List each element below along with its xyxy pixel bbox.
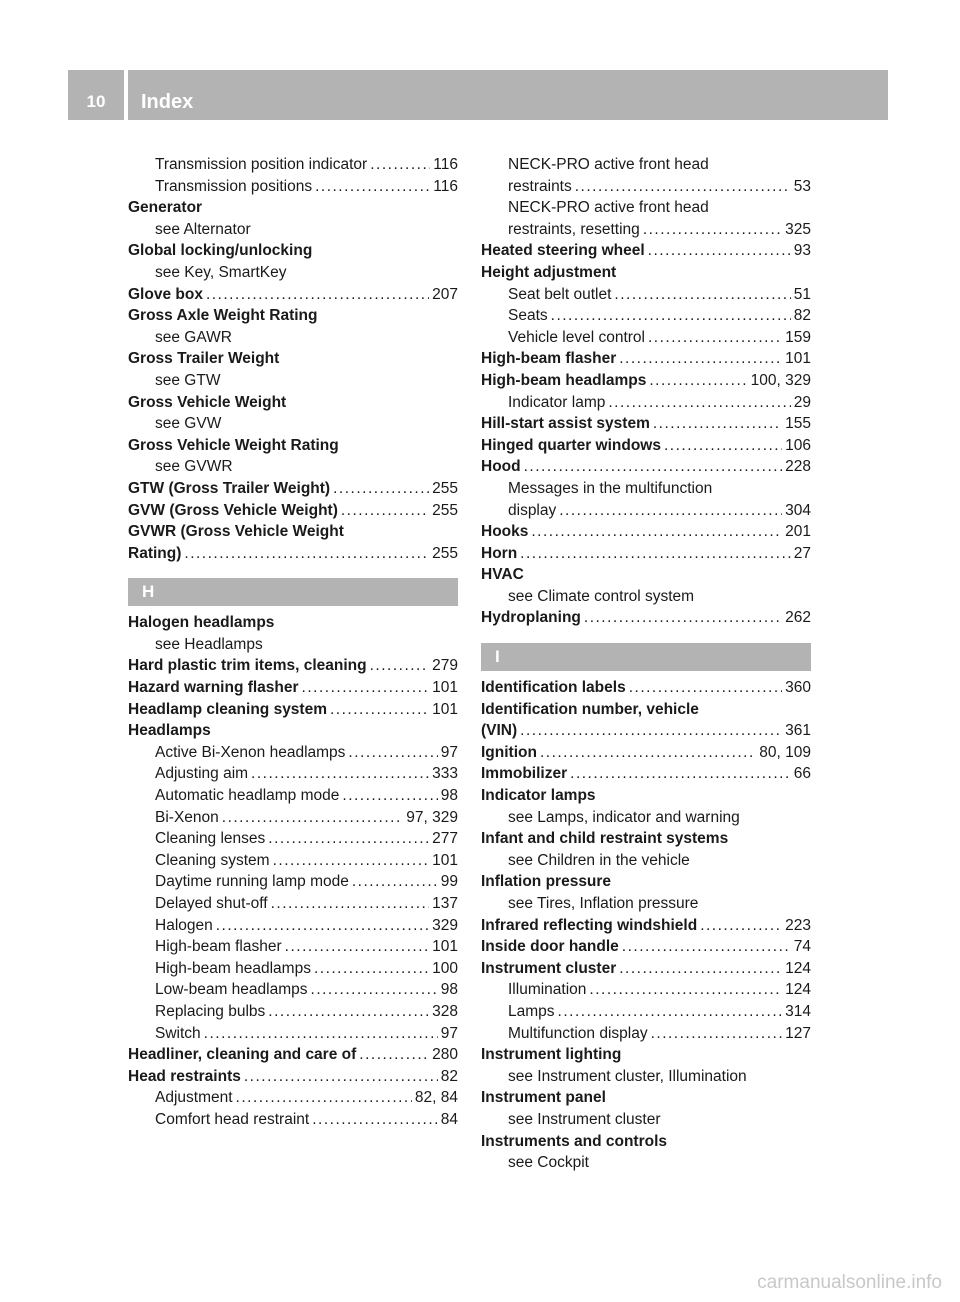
entry-text: Infant and child restraint systems [481, 830, 729, 848]
index-entry [481, 742, 811, 764]
dot-leader [575, 176, 791, 198]
entry-text: Cleaning system [155, 851, 270, 869]
page-reference: 361 [785, 722, 811, 740]
index-entry [481, 435, 811, 457]
index-subentry [481, 284, 811, 306]
index-entry [128, 521, 458, 543]
page-reference: 116 [433, 177, 458, 195]
entry-text: Indicator lamps [481, 787, 596, 805]
entry-text: Headliner, cleaning and care of [128, 1046, 357, 1064]
page-reference: 124 [785, 959, 811, 977]
index-subentry [128, 936, 458, 958]
dot-leader [648, 327, 782, 349]
index-entry [481, 677, 811, 699]
entry-text: Cleaning lenses [155, 830, 266, 848]
page-reference: 137 [432, 895, 458, 912]
entry-text: Halogen [155, 916, 213, 934]
page-reference: 101 [432, 679, 458, 697]
entry-text: see Instrument cluster, Illumination [508, 1067, 747, 1085]
index-entry [481, 828, 811, 850]
dot-leader [273, 850, 430, 872]
page-reference: 74 [793, 938, 811, 956]
entry-text: Seat belt outlet [508, 285, 612, 303]
page-reference: 207 [432, 285, 458, 303]
index-subentry [481, 478, 811, 500]
dot-leader [370, 154, 430, 176]
index-subentry [128, 176, 458, 198]
entry-text: High-beam flasher [155, 938, 282, 956]
dot-leader [619, 348, 782, 370]
index-entry [481, 936, 811, 958]
index-subentry [128, 154, 458, 176]
entry-text: GVWR (Gross Vehicle Weight [128, 523, 344, 541]
entry-text: Daytime running lamp mode [155, 873, 349, 891]
index-entry [481, 915, 811, 937]
index-subentry [128, 456, 458, 478]
index-entry [128, 392, 458, 414]
entry-text: Headlamps [128, 722, 211, 740]
index-subentry [481, 979, 811, 1001]
page-reference: 53 [793, 177, 811, 195]
entry-text: see GTW [155, 371, 221, 389]
entry-text: display [508, 501, 557, 519]
page-title: Index [141, 91, 194, 113]
page-reference: 97 [440, 1024, 458, 1042]
dot-leader [649, 370, 747, 392]
entry-text: see Climate control system [508, 587, 695, 605]
entry-text: Head restraints [128, 1067, 241, 1085]
entry-text: Switch [155, 1024, 201, 1042]
index-column-right [481, 154, 811, 1174]
index-subentry [481, 1152, 811, 1174]
index-entry [481, 763, 811, 785]
dot-leader [236, 1087, 412, 1109]
page-reference: 98 [440, 787, 458, 805]
entry-text: Height adjustment [481, 263, 617, 281]
page-reference: 98 [440, 981, 458, 999]
index-subentry [128, 219, 458, 241]
index-subentry [481, 176, 811, 198]
dot-leader [653, 413, 782, 435]
index-entry [481, 607, 811, 629]
page-reference: 314 [785, 1002, 811, 1020]
entry-text: HVAC [481, 566, 524, 584]
page-reference: 255 [432, 501, 458, 519]
index-subentry [481, 850, 811, 872]
dot-leader [312, 1109, 438, 1131]
index-entry [481, 521, 811, 543]
index-subentry [128, 807, 458, 829]
dot-leader [651, 1023, 783, 1045]
page-reference: 127 [785, 1024, 811, 1042]
index-entry [128, 1066, 458, 1088]
page-reference: 80, 109 [759, 743, 811, 761]
entry-text: Messages in the multifunction [508, 479, 713, 497]
dot-leader [614, 284, 790, 306]
index-entry [481, 1087, 811, 1109]
entry-text: Ignition [481, 743, 537, 761]
entry-text: Comfort head restraint [155, 1110, 310, 1128]
entry-text: High-beam headlamps [155, 959, 311, 977]
dot-leader [271, 893, 430, 915]
page-reference: 51 [793, 285, 811, 303]
page-reference: 97, 329 [406, 808, 458, 826]
entry-text: restraints, resetting [508, 220, 640, 238]
header-divider [124, 70, 128, 120]
dot-leader [629, 677, 782, 699]
entry-text: see Cockpit [508, 1154, 589, 1172]
dot-leader [520, 543, 791, 565]
page-reference: 280 [432, 1046, 458, 1064]
page-number: 10 [86, 92, 106, 111]
index-column-left [128, 154, 458, 1131]
dot-leader [622, 936, 791, 958]
entry-text: Automatic headlamp mode [155, 787, 340, 805]
dot-leader [341, 500, 429, 522]
dot-leader [268, 1001, 429, 1023]
section-letter-heading: H [128, 578, 458, 606]
page-reference: 228 [785, 458, 811, 476]
index-subentry [481, 500, 811, 522]
entry-text: Gross Trailer Weight [128, 350, 280, 368]
index-entry [128, 500, 458, 522]
entry-text: Instrument cluster [481, 959, 617, 977]
dot-leader [520, 720, 782, 742]
dot-leader [558, 1001, 783, 1023]
entry-text: see Key, SmartKey [155, 263, 287, 281]
entry-text: High-beam flasher [481, 350, 617, 368]
index-subentry [128, 413, 458, 435]
page-reference: 223 [785, 916, 811, 934]
index-entry [128, 478, 458, 500]
dot-leader [619, 958, 782, 980]
index-subentry [128, 1109, 458, 1131]
index-entry [128, 1044, 458, 1066]
index-subentry [481, 586, 811, 608]
entry-text: Hood [481, 458, 521, 476]
entry-text: Multifunction display [508, 1024, 648, 1042]
dot-leader [302, 677, 430, 699]
entry-text: Immobilizer [481, 765, 568, 783]
entry-text: see GVW [155, 415, 222, 433]
entry-text: Rating) [128, 544, 182, 562]
watermark: carmanualsonline.info [757, 1272, 942, 1293]
entry-text: NECK-PRO active front head [508, 199, 709, 217]
page-reference: 101 [432, 938, 458, 956]
index-subentry [481, 327, 811, 349]
entry-text: Transmission positions [155, 177, 313, 195]
index-subentry [481, 807, 811, 829]
entry-text: Low-beam headlamps [155, 981, 308, 999]
dot-leader [206, 284, 429, 306]
entry-text: GTW (Gross Trailer Weight) [128, 479, 331, 497]
index-subentry [128, 370, 458, 392]
index-subentry [128, 958, 458, 980]
entry-text: Hydroplaning [481, 609, 581, 627]
index-subentry [481, 893, 811, 915]
page-reference: 304 [785, 501, 811, 519]
entry-text: Heated steering wheel [481, 242, 645, 260]
index-subentry [481, 154, 811, 176]
entry-text: Inflation pressure [481, 873, 612, 891]
dot-leader [352, 871, 438, 893]
index-entry [481, 1131, 811, 1153]
entry-text: Active Bi-Xenon headlamps [155, 743, 346, 761]
entry-text: Gross Vehicle Weight Rating [128, 436, 339, 454]
page-reference: 66 [793, 765, 811, 783]
entry-text: Gross Axle Weight Rating [128, 307, 318, 325]
dot-leader [268, 828, 429, 850]
page-reference: 277 [432, 830, 458, 848]
page-reference: 84 [440, 1110, 458, 1128]
entry-text: Glove box [128, 285, 203, 303]
dot-leader [370, 655, 430, 677]
entry-text: see Tires, Inflation pressure [508, 895, 699, 912]
dot-leader [359, 1044, 429, 1066]
index-subentry [481, 219, 811, 241]
index-entry [128, 435, 458, 457]
dot-leader [333, 478, 429, 500]
index-entry [481, 699, 811, 721]
page-reference: 116 [433, 156, 458, 173]
index-entry [128, 655, 458, 677]
dot-leader [531, 521, 782, 543]
dot-leader [244, 1066, 438, 1088]
entry-text: see Children in the vehicle [508, 851, 690, 869]
entry-text: Hooks [481, 523, 529, 541]
dot-leader [559, 500, 782, 522]
index-entry [481, 785, 811, 807]
entry-text: Infrared reflecting windshield [481, 916, 698, 934]
entry-text: Hard plastic trim items, cleaning [128, 657, 367, 675]
index-entry [128, 197, 458, 219]
entry-text: see Alternator [155, 220, 251, 238]
index-entry [128, 677, 458, 699]
index-subentry [128, 763, 458, 785]
index-entry [128, 284, 458, 306]
dot-leader [311, 979, 438, 1001]
index-entry [128, 305, 458, 327]
entry-text: Halogen headlamps [128, 614, 275, 632]
index-subentry [481, 1109, 811, 1131]
dot-leader [285, 936, 429, 958]
page-reference: 29 [793, 393, 811, 411]
dot-leader [570, 763, 791, 785]
page-reference: 82 [440, 1067, 458, 1085]
page-reference: 201 [785, 523, 811, 541]
dot-leader [348, 742, 437, 764]
dot-leader [540, 742, 756, 764]
dot-leader [700, 915, 782, 937]
page-reference: 329 [432, 916, 458, 934]
dot-leader [314, 958, 429, 980]
entry-text: Seats [508, 307, 548, 325]
index-entry [128, 348, 458, 370]
dot-leader [342, 785, 437, 807]
entry-text: Illumination [508, 981, 587, 999]
page-reference: 279 [432, 657, 458, 675]
dot-leader [643, 219, 782, 241]
index-subentry [128, 893, 458, 915]
entry-text: Delayed shut-off [155, 895, 268, 912]
entry-text: Vehicle level control [508, 328, 645, 346]
dot-leader [251, 763, 429, 785]
page-reference: 100, 329 [750, 371, 811, 389]
entry-text: Indicator lamp [508, 393, 606, 411]
page-reference: 262 [785, 609, 811, 627]
page-reference: 101 [785, 350, 811, 368]
page-reference: 93 [793, 242, 811, 260]
dot-leader [648, 240, 791, 262]
index-subentry [128, 262, 458, 284]
index-entry [481, 543, 811, 565]
entry-text: Gross Vehicle Weight [128, 393, 287, 411]
entry-text: Inside door handle [481, 938, 619, 956]
dot-leader [584, 607, 782, 629]
entry-text: Adjustment [155, 1089, 233, 1107]
entry-text: Hazard warning flasher [128, 679, 299, 697]
page-reference: 106 [785, 436, 811, 454]
page-reference: 333 [432, 765, 458, 783]
index-entry [128, 543, 458, 565]
dot-leader [184, 543, 429, 565]
entry-text: Generator [128, 199, 203, 217]
index-entry [481, 348, 811, 370]
dot-leader [664, 435, 782, 457]
index-entry [481, 370, 811, 392]
entry-text: see GAWR [155, 328, 232, 346]
entry-text: see Instrument cluster [508, 1110, 661, 1128]
entry-text: see GVWR [155, 458, 233, 476]
entry-text: see Lamps, indicator and warning [508, 808, 740, 826]
page-reference: 97 [440, 743, 458, 761]
entry-text: restraints [508, 177, 572, 195]
index-subentry [128, 979, 458, 1001]
page-reference: 27 [793, 544, 811, 562]
dot-leader [216, 915, 429, 937]
page-reference: 328 [432, 1002, 458, 1020]
index-entry [481, 720, 811, 742]
page-reference: 124 [785, 981, 811, 999]
index-entry [481, 456, 811, 478]
entry-text: Identification labels [481, 679, 626, 697]
page-reference: 255 [432, 544, 458, 562]
index-entry [128, 699, 458, 721]
dot-leader [524, 456, 783, 478]
dot-leader [222, 807, 404, 829]
page-reference: 255 [432, 479, 458, 497]
index-subentry [128, 634, 458, 656]
page-reference: 82 [793, 307, 811, 325]
index-subentry [481, 1023, 811, 1045]
entry-text: GVW (Gross Vehicle Weight) [128, 501, 338, 519]
index-subentry [481, 197, 811, 219]
page-reference: 360 [785, 679, 811, 697]
entry-text: Instruments and controls [481, 1132, 668, 1150]
dot-leader [204, 1023, 438, 1045]
entry-text: Identification number, vehicle [481, 700, 699, 718]
index-entry [481, 413, 811, 435]
index-entry [481, 240, 811, 262]
index-subentry [128, 1001, 458, 1023]
page-reference: 82, 84 [414, 1089, 458, 1107]
index-subentry [481, 1001, 811, 1023]
index-subentry [481, 305, 811, 327]
entry-text: see Headlamps [155, 635, 263, 653]
index-subentry [481, 392, 811, 414]
index-entry [481, 958, 811, 980]
entry-text: Instrument lighting [481, 1046, 622, 1064]
index-entry [481, 871, 811, 893]
index-subentry [481, 1066, 811, 1088]
entry-text: (VIN) [481, 722, 518, 740]
entry-text: Global locking/unlocking [128, 242, 313, 260]
page-reference: 325 [785, 220, 811, 238]
dot-leader [551, 305, 791, 327]
index-entry [481, 564, 811, 586]
entry-text: Transmission position indicator [155, 156, 368, 173]
entry-text: Headlamp cleaning system [128, 700, 327, 718]
dot-leader [330, 699, 429, 721]
index-entry [481, 1044, 811, 1066]
entry-text: Instrument panel [481, 1089, 606, 1107]
index-subentry [128, 742, 458, 764]
page-header [68, 70, 888, 120]
dot-leader [589, 979, 782, 1001]
index-subentry [128, 828, 458, 850]
entry-text: Bi-Xenon [155, 808, 219, 826]
entry-text: Hinged quarter windows [481, 436, 661, 454]
index-subentry [128, 1023, 458, 1045]
index-subentry [128, 850, 458, 872]
index-entry [128, 240, 458, 262]
entry-text: Adjusting aim [155, 765, 249, 783]
index-subentry [128, 327, 458, 349]
dot-leader [315, 176, 430, 198]
index-subentry [128, 1087, 458, 1109]
dot-leader [608, 392, 790, 414]
index-entry [481, 262, 811, 284]
entry-text: High-beam headlamps [481, 371, 647, 389]
page-reference: 155 [785, 415, 811, 433]
page-reference: 99 [440, 873, 458, 891]
section-letter-heading: I [481, 643, 811, 671]
page-reference: 101 [432, 700, 458, 718]
index-subentry [128, 915, 458, 937]
page-reference: 159 [785, 328, 811, 346]
entry-text: Hill-start assist system [481, 415, 650, 433]
entry-text: Replacing bulbs [155, 1002, 266, 1020]
page-reference: 101 [432, 851, 458, 869]
index-entry [128, 720, 458, 742]
index-entry [128, 612, 458, 634]
index-subentry [128, 871, 458, 893]
entry-text: Lamps [508, 1002, 555, 1020]
index-subentry [128, 785, 458, 807]
page-reference: 100 [432, 959, 458, 977]
entry-text: NECK-PRO active front head [508, 156, 709, 173]
entry-text: Horn [481, 544, 518, 562]
